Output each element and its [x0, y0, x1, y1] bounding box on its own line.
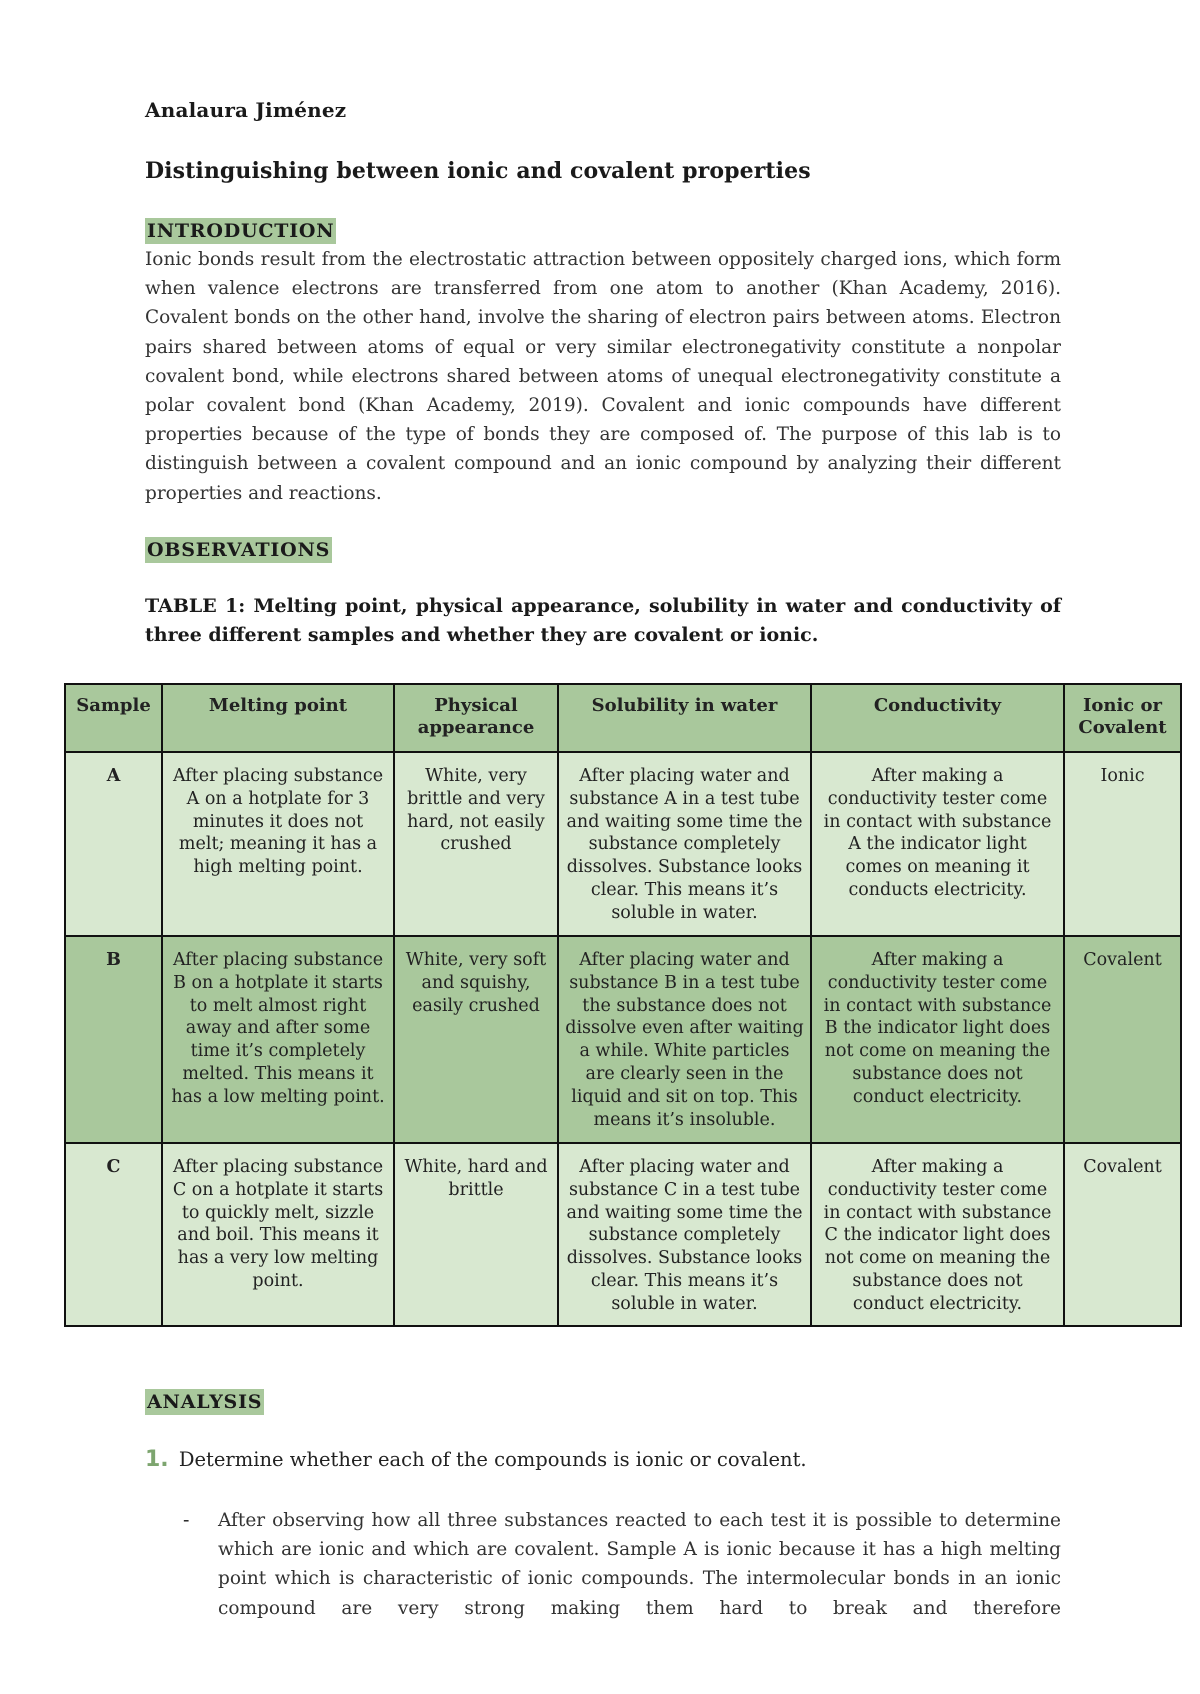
- question-text: Determine whether each of the compounds is ionic or covalent.: [178, 1448, 807, 1471]
- cell-conductivity: After making a conductivity tester come in contact with substance A the indicator light comes on meaning it conducts electricity.: [811, 752, 1064, 936]
- header-solubility: Solubility in water: [558, 684, 811, 752]
- cell-appearance: White, hard and brittle: [394, 1143, 558, 1326]
- introduction-text: Ionic bonds result from the electrostatic attraction between oppositely charged ions, which form when valence electrons are transferred from one atom to another (Khan Academy, 2016). Covalent bonds on the other hand, involve the sharing of electron pairs between atoms. Electron pairs shared between atoms of equal or very similar electronegativity constitute a nonpolar covalent bond, while electrons shared between atoms of unequal electronegativity constitute a polar covalent bond (Khan Academy, 2019). Covalent and ionic compounds have different properties because of the type of bonds they are composed of. The purpose of this lab is to distinguish between a covalent compound and an ionic compound by analyzing their different properties and reactions.: [145, 249, 1061, 504]
- analysis-heading: ANALYSIS: [147, 1391, 263, 1413]
- question-number: 1.: [145, 1447, 169, 1472]
- cell-solubility: After placing water and substance A in a test tube and waiting some time the substance completely dissolves. Substance looks clear. This means it’s soluble in water.: [558, 752, 811, 936]
- cell-sample: C: [65, 1143, 162, 1326]
- header-physical-appearance: Physical appearance: [394, 684, 558, 752]
- cell-type: Ionic: [1064, 752, 1181, 936]
- cell-sample: A: [65, 752, 162, 936]
- observations-heading: OBSERVATIONS: [147, 539, 331, 561]
- cell-solubility: After placing water and substance B in a test tube the substance does not dissolve even after waiting a while. White particles are clearly seen in the liquid and sit on top. This means it’s insoluble.: [558, 936, 811, 1143]
- cell-conductivity: After making a conductivity tester come in contact with substance C the indicator light does not come on meaning the substance does not conduct electricity.: [811, 1143, 1064, 1326]
- header-melting-point: Melting point: [162, 684, 394, 752]
- cell-appearance: White, very soft and squishy, easily crushed: [394, 936, 558, 1143]
- cell-type: Covalent: [1064, 1143, 1181, 1326]
- analysis-question: [145, 1447, 807, 1472]
- observations-table: [64, 683, 1182, 1327]
- table-row: [65, 1143, 1181, 1326]
- cell-sample: B: [65, 936, 162, 1143]
- document-title: Distinguishing between ionic and covalent properties: [145, 158, 811, 184]
- table-header-row: [65, 684, 1181, 752]
- introduction-heading: INTRODUCTION: [147, 220, 335, 242]
- cell-melting-point: After placing substance A on a hotplate for 3 minutes it does not melt; meaning it has a high melting point.: [162, 752, 394, 936]
- answer-text: After observing how all three substances reacted to each test it is possible to determine which are ionic and which are covalent. Sample A is ionic because it has a high melting point which is characteristic of ionic compounds. The intermolecular bonds in an ionic compound are very strong making them hard to break and therefore: [218, 1510, 1061, 1619]
- cell-solubility: After placing water and substance C in a test tube and waiting some time the substance completely dissolves. Substance looks clear. This means it’s soluble in water.: [558, 1143, 811, 1326]
- author-name: Analaura Jiménez: [145, 98, 347, 122]
- cell-appearance: White, very brittle and very hard, not easily crushed: [394, 752, 558, 936]
- cell-melting-point: After placing substance B on a hotplate it starts to melt almost right away and after some time it’s completely melted. This means it has a low melting point.: [162, 936, 394, 1143]
- table-row: [65, 936, 1181, 1143]
- table-caption: TABLE 1: Melting point, physical appearance, solubility in water and conductivity of three different samples and whether they are covalent or ionic.: [145, 595, 1061, 646]
- cell-melting-point: After placing substance C on a hotplate it starts to quickly melt, sizzle and boil. This means it has a very low melting point.: [162, 1143, 394, 1326]
- header-sample: Sample: [65, 684, 162, 752]
- cell-type: Covalent: [1064, 936, 1181, 1143]
- table-row: [65, 752, 1181, 936]
- header-ionic-or-covalent: Ionic or Covalent: [1064, 684, 1181, 752]
- cell-conductivity: After making a conductivity tester come in contact with substance B the indicator light does not come on meaning the substance does not conduct electricity.: [811, 936, 1064, 1143]
- bullet-dash: -: [183, 1509, 190, 1531]
- header-conductivity: Conductivity: [811, 684, 1064, 752]
